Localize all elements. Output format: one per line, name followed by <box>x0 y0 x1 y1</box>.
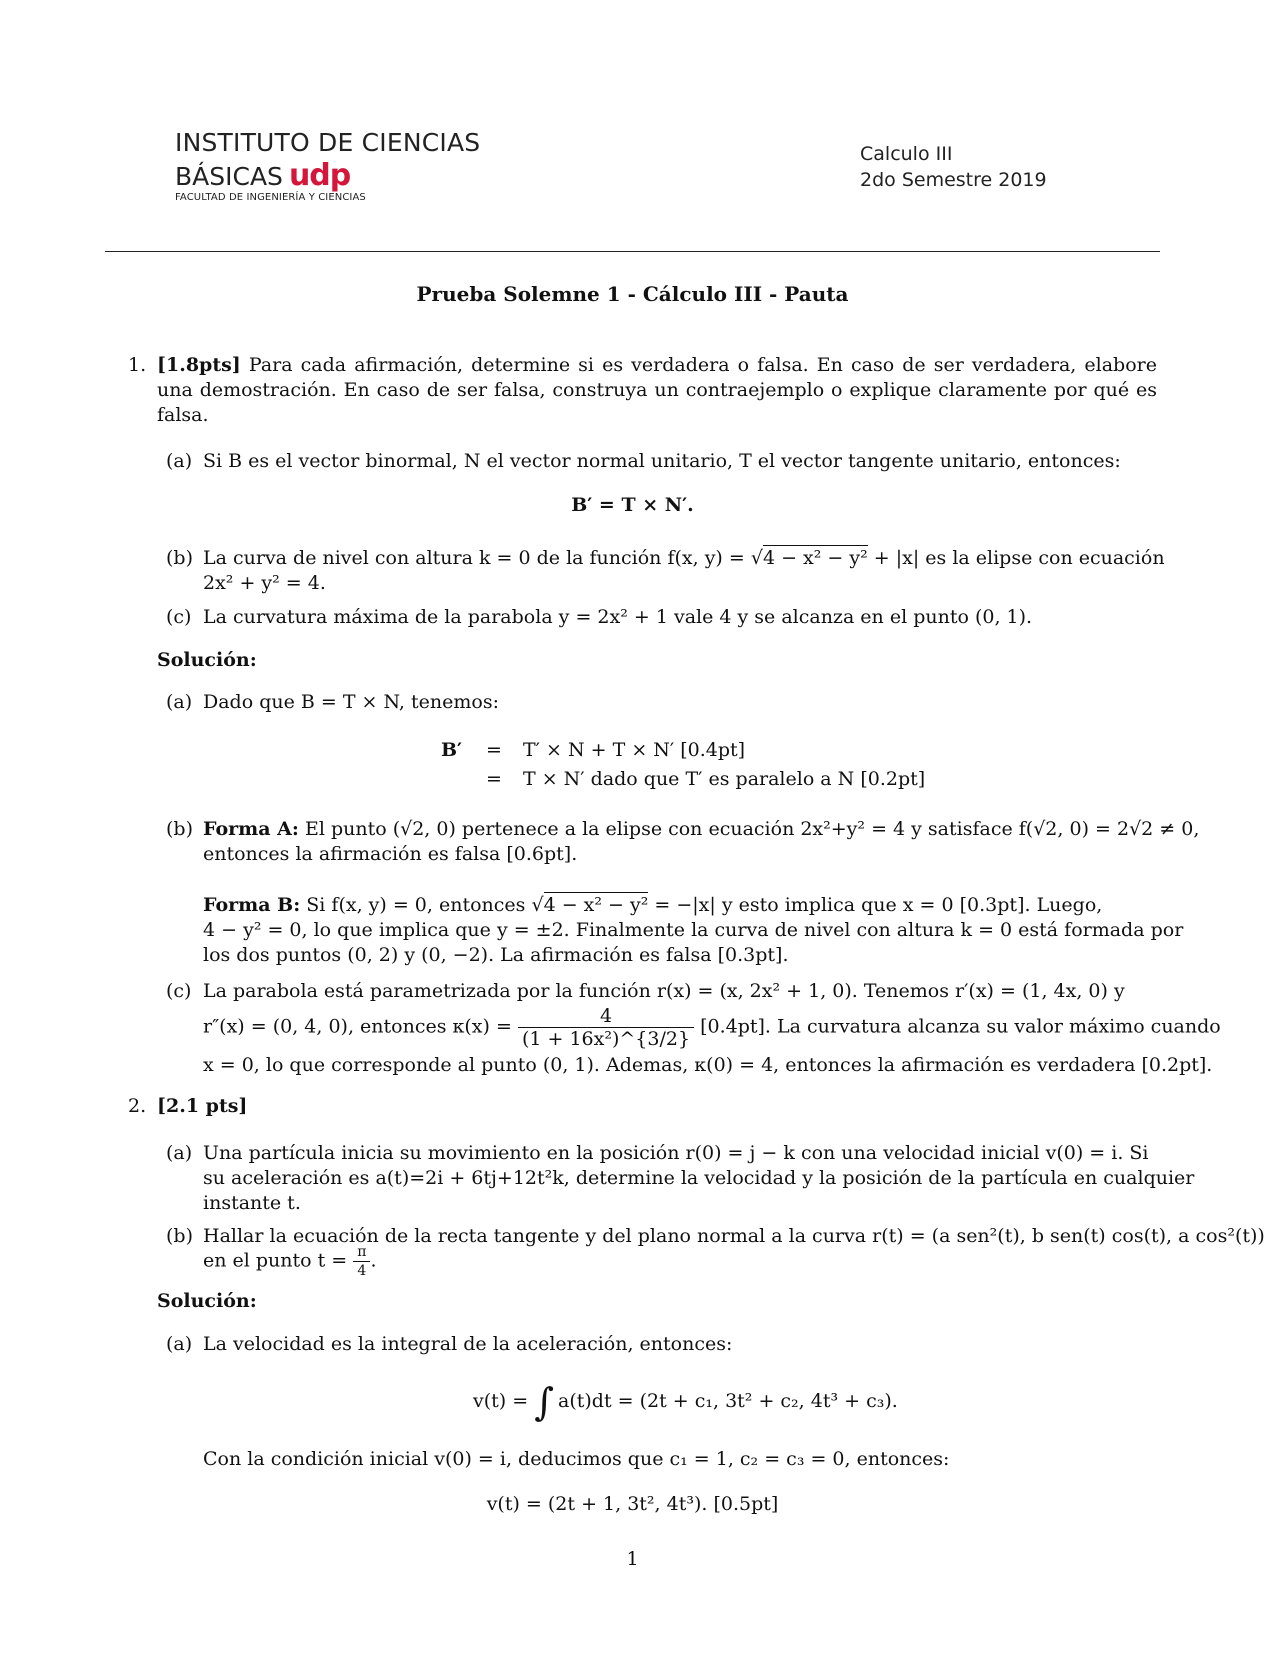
q1-a-equation: B′ = T × N′. <box>571 494 694 516</box>
q2-sa-label: (a) <box>166 1333 193 1355</box>
q2-sa-text: La velocidad es la integral de la aceleración, entonces: <box>203 1333 733 1355</box>
institute-name-line1: INSTITUTO DE CIENCIAS <box>175 128 481 157</box>
q1-sc-line1: La parabola está parametrizada por la función r(x) = (x, 2x² + 1, 0). Tenemos r′(x) = (1, 4x, 0) y <box>203 980 1125 1002</box>
q1-b-text-cont: 2x² + y² = 4. <box>203 572 326 594</box>
q1-sa-eq2: = <box>486 768 502 790</box>
q1-a-label: (a) <box>166 450 193 472</box>
q1-sc-line2: r″(x) = (0, 4, 0), entonces κ(x) = $\frac{4}{\text{(1 + 16x²)\textasciicircum{}\{3/2\}}}$ [0.4pt]. La curvatura alcanza su valor máximo cuando <box>203 1005 1221 1050</box>
q2-b-label: (b) <box>166 1225 193 1247</box>
q2-points: [2.1 pts] <box>157 1095 248 1117</box>
q2-sa-velocity-integral: v(t) = ∫ a(t)dt = (2t + c₁, 3t² + c₂, 4t³ + c₃). <box>473 1380 898 1424</box>
q2-a-line3: instante t. <box>203 1192 301 1214</box>
pi-over-4-fraction: $\frac{\pi}{4}$ <box>353 1243 370 1280</box>
header-divider <box>105 251 1160 252</box>
curvature-fraction: $\frac{4}{\text{(1 + 16x²)\textasciicircum{}\{3/2\}}}$ <box>518 1005 694 1050</box>
q1-sa-text: Dado que B = T × N, tenemos: <box>203 691 499 713</box>
semester: 2do Semestre 2019 <box>860 169 1047 191</box>
q2-sa-velocity-result: v(t) = (2t + 1, 3t², 4t³). [0.5pt] <box>486 1493 779 1515</box>
q2-sa-text2: Con la condición inicial v(0) = i, deducimos que c₁ = 1, c₂ = c₃ = 0, entonces: <box>203 1448 950 1470</box>
q1-sc-label: (c) <box>166 980 192 1002</box>
institute-name-line2: BÁSICAS udp <box>175 158 351 193</box>
q1-c-label: (c) <box>166 606 192 628</box>
q2-a-line2: su aceleración es a(t)=2i + 6tj+12t²k, determine la velocidad y la posición de la partícula en cualquier <box>203 1167 1195 1189</box>
page-title: Prueba Solemne 1 - Cálculo III - Pauta <box>416 282 849 306</box>
page-number: 1 <box>626 1548 639 1570</box>
q2-b-line2: en el punto t = $\frac{\pi}{4}$ . <box>203 1244 377 1279</box>
q1-sa-rhs2: T × N′ dado que T′ es paralelo a N [0.2pt] <box>523 768 926 790</box>
q1-sb-forma-a: Forma A: El punto (√2, 0) pertenece a la elipse con ecuación 2x²+y² = 4 y satisface f(√2, 0) = 2√2 ≠ 0, <box>203 818 1200 840</box>
q2-b-line1: Hallar la ecuación de la recta tangente y del plano normal a la curva r(t) = (a sen²(t), b sen(t) cos(t), a cos²(t)) <box>203 1225 1265 1247</box>
q1-c-text: La curvatura máxima de la parabola y = 2x² + 1 vale 4 y se alcanza en el punto (0, 1). <box>203 606 1033 628</box>
q1-sb-forma-a-cont: entonces la afirmación es falsa [0.6pt]. <box>203 843 578 865</box>
q1-solution-heading: Solución: <box>157 649 257 671</box>
q1-intro: [1.8pts] Para cada afirmación, determine si es verdadera o falsa. En caso de ser verdadera, elabore una demostración. En caso de ser falsa, construya un contraejemplo o explique claramente por qué es falsa. <box>157 354 1157 426</box>
q2-solution-heading: Solución: <box>157 1290 257 1312</box>
udp-logo: udp <box>288 158 351 193</box>
q1-sb-forma-b-line3: los dos puntos (0, 2) y (0, −2). La afirmación es falsa [0.3pt]. <box>203 944 789 966</box>
q1-sb-label: (b) <box>166 818 193 840</box>
q1-sb-forma-b: Forma B: Si f(x, y) = 0, entonces √4 − x² − y² = −|x| y esto implica que x = 0 [0.3pt]. Luego, <box>203 894 1103 916</box>
q1-sa-eq1: = <box>486 739 502 761</box>
faculty-name: FACULTAD DE INGENIERÍA Y CIENCIAS <box>175 192 366 203</box>
q1-sa-lhs: B′ <box>441 739 463 761</box>
integral-sign: ∫ <box>534 1380 555 1424</box>
q1-sb-forma-b-line2: 4 − y² = 0, lo que implica que y = ±2. Finalmente la curva de nivel con altura k = 0 está formada por <box>203 919 1184 941</box>
q1-sa-label: (a) <box>166 691 193 713</box>
q1-b-text: La curva de nivel con altura k = 0 de la función f(x, y) = √4 − x² − y² + |x| es la elipse con ecuación <box>203 547 1165 569</box>
q2-a-label: (a) <box>166 1142 193 1164</box>
q2-number: 2. <box>128 1095 147 1117</box>
course-name: Calculo III <box>860 143 953 165</box>
q1-a-text: Si B es el vector binormal, N el vector normal unitario, T el vector tangente unitario, entonces: <box>203 450 1121 472</box>
q1-b-label: (b) <box>166 547 193 569</box>
q1-number: 1. <box>128 354 147 376</box>
q2-a-line1: Una partícula inicia su movimiento en la posición r(0) = j − k con una velocidad inicial v(0) = i. Si <box>203 1142 1149 1164</box>
q1-sa-rhs1: T′ × N + T × N′ [0.4pt] <box>523 739 746 761</box>
q1-sc-line3: x = 0, lo que corresponde al punto (0, 1). Ademas, κ(0) = 4, entonces la afirmación es verdadera [0.2pt]. <box>203 1054 1213 1076</box>
